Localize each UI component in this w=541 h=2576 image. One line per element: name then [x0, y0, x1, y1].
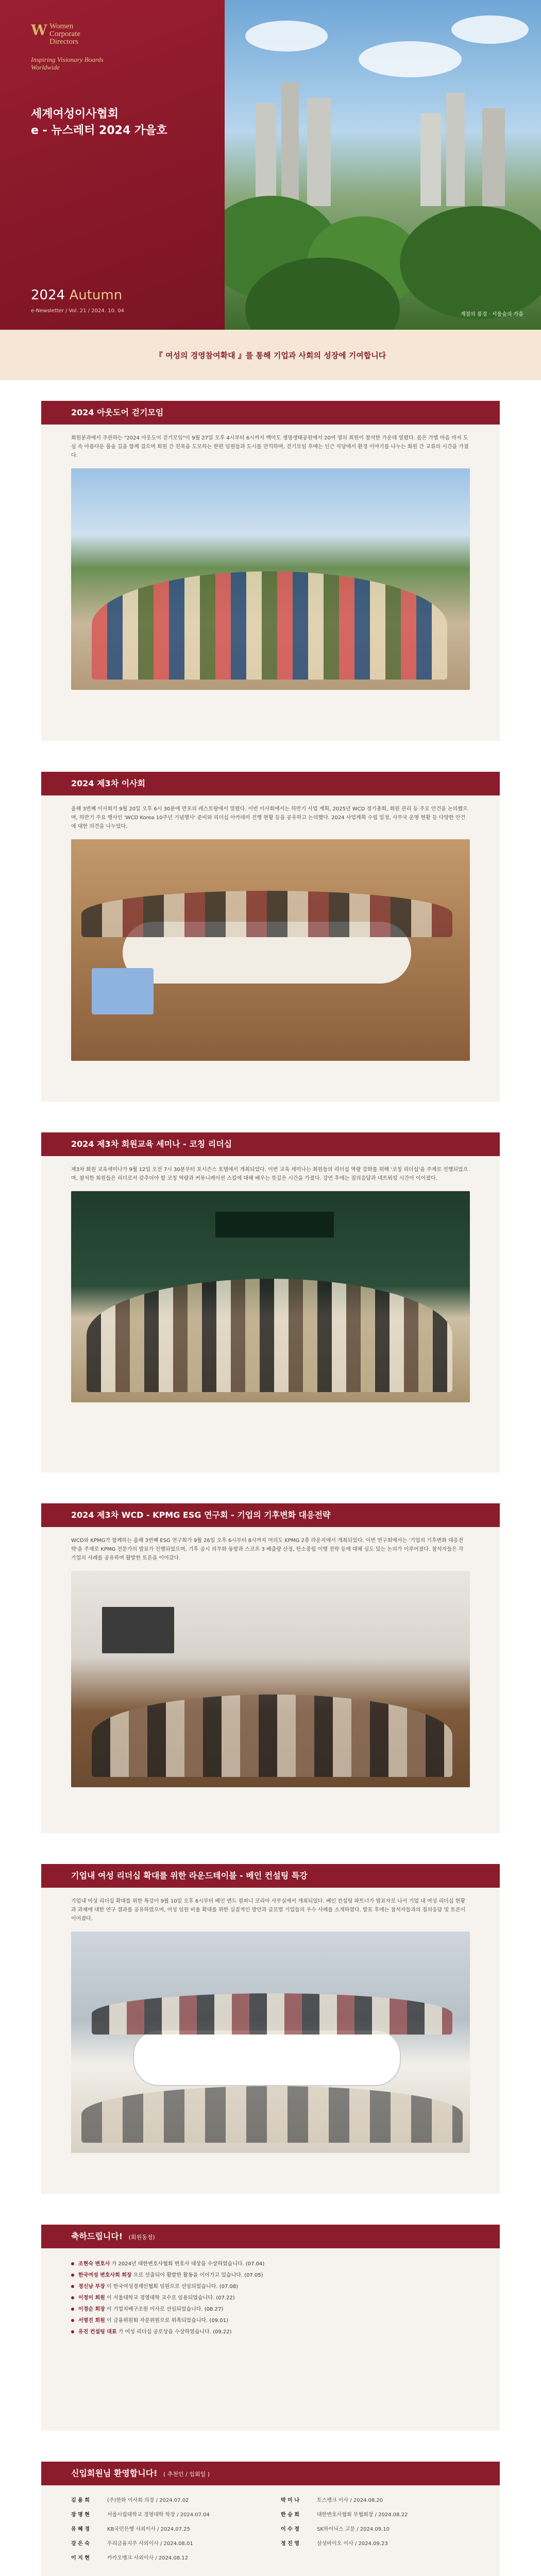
section-title [41, 2225, 500, 2248]
news-text: 으로 선출되어 활발한 활동을 이어가고 있습니다. (07.05) [133, 2273, 263, 2278]
member-name: 서명진 회원 [78, 2318, 105, 2324]
bullet-icon [71, 2308, 74, 2311]
member-name: 김 용 희 [71, 2498, 90, 2503]
section-title: 2024 제3차 회원교육 세미나 - 코칭 리더십 [41, 1132, 500, 1156]
list-item [281, 2539, 470, 2549]
member-info: 서울시립대학교 경영대학 학장 / 2024.07.04 [107, 2512, 210, 2518]
member-name: 조현숙 변호사 [78, 2261, 110, 2267]
member-name: 강 은 숙 [71, 2541, 90, 2547]
news-text: 가 여성 리더십 공로상을 수상하였습니다. (09.22) [118, 2329, 232, 2335]
bullet-icon [71, 2330, 74, 2333]
member-info: SK하이닉스 고문 / 2024.09.10 [317, 2527, 390, 2532]
section-title: 2024 제3차 WCD - KPMG ESG 연구회 - 기업의 기후변화 대응전략 [41, 1503, 500, 1527]
season-name: Autumn [69, 287, 123, 303]
wcd-logo[interactable] [31, 23, 80, 46]
section-body: 제3차 회원 교육세미나가 9월 12일 오전 7시 30분부터 포시즌스 호텔에서 개최되었다. 이번 교육 세미나는 회원들의 리더십 역량 강화를 위해 '코칭 리더십'을 주제로 진행되었으며, 참석한 회원들은 리더로서 갖추어야 할 코칭 역량과 커뮤니케이션 스킬에 대해 배우는 뜻깊은 시간을 가졌다. 강연 후에는 질의응답과 네트워킹 시간이 이어졌다. [71, 1167, 468, 1181]
wcd-logo-text [49, 23, 80, 46]
mission-banner [0, 330, 541, 380]
bullet-icon [71, 2296, 74, 2299]
tagline-line-1: Inspiring Visionary Boards [31, 56, 104, 63]
member-name: 이 수 정 [281, 2527, 299, 2532]
list-item [281, 2524, 470, 2535]
list-item [71, 2304, 470, 2315]
season-year: 2024 [31, 287, 65, 303]
list-item [71, 2281, 470, 2293]
section-outdoor-walk [41, 401, 500, 741]
news-text: 이 기업지배구조원 이사로 선임되었습니다. (08.27) [106, 2307, 224, 2312]
section-photo [71, 1191, 470, 1402]
newsletter-title [31, 106, 167, 139]
newsletter-body [0, 380, 541, 2576]
section-title: 2024 제3차 이사회 [41, 772, 500, 795]
member-info: 토스뱅크 이사 / 2024.08.20 [317, 2498, 383, 2503]
news-text: 가 2024년 대한변호사협회 변호사 대상을 수상하였습니다. (07.04) [111, 2261, 265, 2267]
congrats-list [41, 2248, 500, 2348]
list-item [71, 2259, 470, 2270]
section-coaching-seminar [41, 1132, 500, 1472]
member-name: 이 지 현 [71, 2555, 90, 2561]
member-name: 한 승 희 [281, 2512, 299, 2518]
section-bain-lecture [41, 1864, 500, 2194]
newsletter-title-line-2: e - 뉴스레터 2024 가을호 [31, 124, 167, 137]
list-item [71, 2539, 260, 2549]
member-name: 이정미 회원 [78, 2295, 105, 2301]
section-title: 2024 아웃도어 걷기모임 [41, 401, 500, 425]
volume-info: e-Newsletter / Vol. 21 / 2024. 10. 04 [31, 308, 124, 314]
section-photo [71, 468, 470, 690]
hero-photo [225, 0, 541, 330]
section-congrats [41, 2225, 500, 2431]
list-item [71, 2524, 260, 2535]
photo-caption: 계절의 풍경 · 서울숲의 가을 [460, 312, 523, 317]
member-name: 이경순 회장 [78, 2307, 105, 2312]
list-item [71, 2315, 470, 2327]
season-label [31, 287, 122, 303]
section-body: WCD와 KPMG가 함께하는 올해 3번째 ESG 연구회가 9월 26일 오후 6시부터 8시까지 여의도 KPMG 2층 라운지에서 개최되었다. 이번 연구회에서는 '기업의 기후변화 대응전략'을 주제로 KPMG 전문가의 발표가 진행되었으며, 기후 공시 의무화 동향과 스코프 3 배출량 산정, 탄소중립 이행 전략 등에 대해 심도 있는 논의가 이루어졌다. 참석자들은 각 기업의 사례를 공유하며 활발한 토론을 이어갔다. [71, 1538, 464, 1561]
new-members-subtitle: ( 추천인 / 입회일 ) [163, 2471, 210, 2478]
list-item [71, 2553, 260, 2564]
section-title: 기업내 여성 리더십 확대를 위한 라운드테이블 - 베인 컨설팅 특강 [41, 1864, 500, 1888]
logo-line-1: Women [49, 22, 74, 30]
list-item [71, 2293, 470, 2304]
list-item [281, 2510, 470, 2520]
bullet-icon [71, 2262, 74, 2265]
bullet-icon [71, 2274, 74, 2277]
news-text: 이 서울대학교 경영대학 교수로 임용되었습니다. (07.22) [106, 2295, 235, 2301]
bullet-icon [71, 2319, 74, 2322]
member-name: 정 진 영 [281, 2541, 299, 2547]
news-text: 이 한국여성경제인협회 임원으로 선임되었습니다. (07.08) [106, 2284, 239, 2290]
member-info: 우리금융지주 사외이사 / 2024.08.01 [107, 2541, 193, 2547]
member-info: 카카오뱅크 사외이사 / 2024.08.12 [107, 2555, 189, 2561]
list-item [71, 2270, 470, 2281]
congrats-subtitle: (회원동정) [128, 2234, 155, 2241]
member-info: KB국민은행 사외이사 / 2024.07.25 [107, 2527, 190, 2532]
member-info: 대한변호사협회 부협회장 / 2024.08.22 [317, 2512, 408, 2518]
list-item [71, 2510, 260, 2520]
wcd-logo-mark-icon: W [31, 22, 47, 39]
mission-banner-text: 『 여성의 경영참여확대 』를 통해 기업과 사회의 성장에 기여합니다 [155, 350, 386, 360]
section-photo [71, 1931, 470, 2153]
newsletter-title-line-1: 세계여성이사협회 [31, 108, 119, 121]
list-item [71, 2327, 470, 2338]
section-body: 올해 3번째 이사회가 9월 20일 오후 6시 30분에 반포의 레스토랑에서 열렸다. 이번 이사회에서는 하반기 사업 계획, 2025년 WCD 정기총회, 회원 관리 등 주요 안건을 논의했으며, 하반기 주요 행사인 'WCD Korea 10주년 기념행사' 준비와 리더십 아카데미 진행 현황 등을 공유하고 논의했다. 2024 사업계획 수립 일정, 사무국 운영 현황 등 다양한 안건에 대한 의견을 나누었다. [71, 806, 468, 829]
logo-line-3: Directors [49, 38, 78, 46]
member-name: 박 미 나 [281, 2498, 299, 2503]
section-body: 기업내 여성 리더십 확대를 위한 특강이 9월 10일 오후 6시부터 베인 앤드 컴퍼니 코리아 사무실에서 개최되었다. 베인 컨설팅 파트너가 발표자로 나서 기업 내 여성 리더십 현황과 과제에 대한 연구 결과를 공유하였으며, 여성 임원 비율 확대를 위한 실질적인 방안과 글로벌 기업들의 우수 사례를 소개하였다. 발표 후에는 참석자들과의 질의응답 및 토론이 이어졌다. [71, 1899, 466, 1922]
hero-left-panel [0, 0, 225, 330]
member-info: (주)한화 이사회 의장 / 2024.07.02 [107, 2498, 189, 2503]
member-name: 정신남 부장 [78, 2284, 105, 2290]
section-photo [71, 1571, 470, 1787]
section-photo [71, 839, 470, 1061]
member-info: 삼성바이오 이사 / 2024.09.23 [317, 2541, 388, 2547]
news-text: 이 금융위원회 자문위원으로 위촉되었습니다. (09.01) [106, 2318, 228, 2324]
member-name: 장 명 현 [71, 2512, 90, 2518]
member-name: 유 혜 경 [71, 2527, 90, 2532]
section-body: 회원분과에서 주관하는 "2024 아웃도어 걷기모임"이 9월 27일 오후 4시부터 6시까지 백미도 생명생태공원에서 20여 명의 회원이 참석한 가운데 열렸다. 몸은 가볍 마음 마저 도심 속 아름다운 풀숲 길을 함께 걸으며 회원 간 친목을 도모하는 한편 임원들과 도시를 만끽하며, 걷기모임 후에는 인근 식당에서 환경 이야기를 나누는 회원 간 교류의 시간을 가졌다. [71, 435, 469, 459]
section-title [41, 2462, 500, 2485]
new-members-grid [41, 2485, 500, 2576]
new-members-title: 신입회원님 환영합니다! [71, 2468, 158, 2478]
hero-header [0, 0, 541, 330]
section-esg-study [41, 1503, 500, 1833]
section-board-meeting [41, 772, 500, 1101]
tagline-line-2: Worldwide [31, 63, 60, 71]
member-name: 유진 컨설팅 대표 [78, 2329, 117, 2335]
member-name: 한국여성 변호사회 회장 [78, 2273, 132, 2278]
tagline [31, 56, 104, 71]
logo-line-2: Corporate [49, 30, 80, 38]
section-new-members [41, 2462, 500, 2576]
list-item [281, 2496, 470, 2506]
list-item [71, 2496, 260, 2506]
congrats-title: 축하드립니다! [71, 2231, 123, 2241]
bullet-icon [71, 2285, 74, 2288]
